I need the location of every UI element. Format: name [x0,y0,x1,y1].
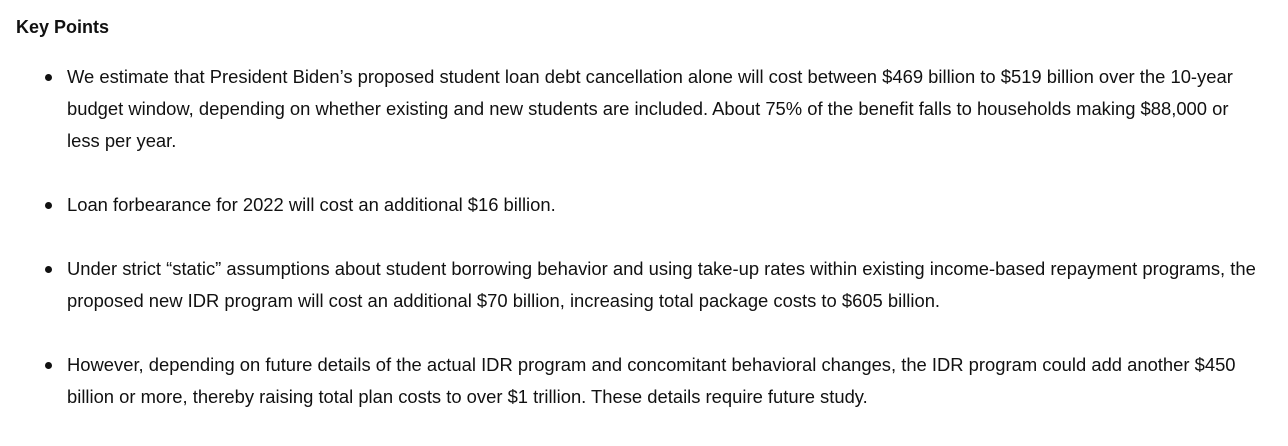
bullet-icon [45,362,52,369]
section-heading: Key Points [16,17,110,37]
key-points-list [0,61,1288,445]
point-text: Loan forbearance for 2022 will cost an additional $16 billion. [67,194,556,215]
point-text: We estimate that President Biden’s proposed student loan debt cancellation alone will cost between $469 billion to $519 billion over the 10-year budget window, depending on whether existing and new students are included. About 75% of the benefit falls to households making $88,000 or less per year. [67,66,1233,151]
point-text: However, depending on future details of the actual IDR program and concomitant behavioral changes, the IDR program could add another $450 billion or more, thereby raising total plan costs to over $1 trillion. These details require future study. [67,354,1236,407]
point-text: Under strict “static” assumptions about student borrowing behavior and using take-up rates within existing income-based repayment programs, the proposed new IDR program will cost an additional $70 billion, increasing total package costs to $605 billion. [67,258,1256,311]
list-item [0,189,1288,221]
bullet-icon [45,74,52,81]
bullet-icon [45,202,52,209]
list-item [0,61,1288,157]
bullet-icon [45,266,52,273]
list-item [0,349,1288,413]
list-item [0,253,1288,317]
